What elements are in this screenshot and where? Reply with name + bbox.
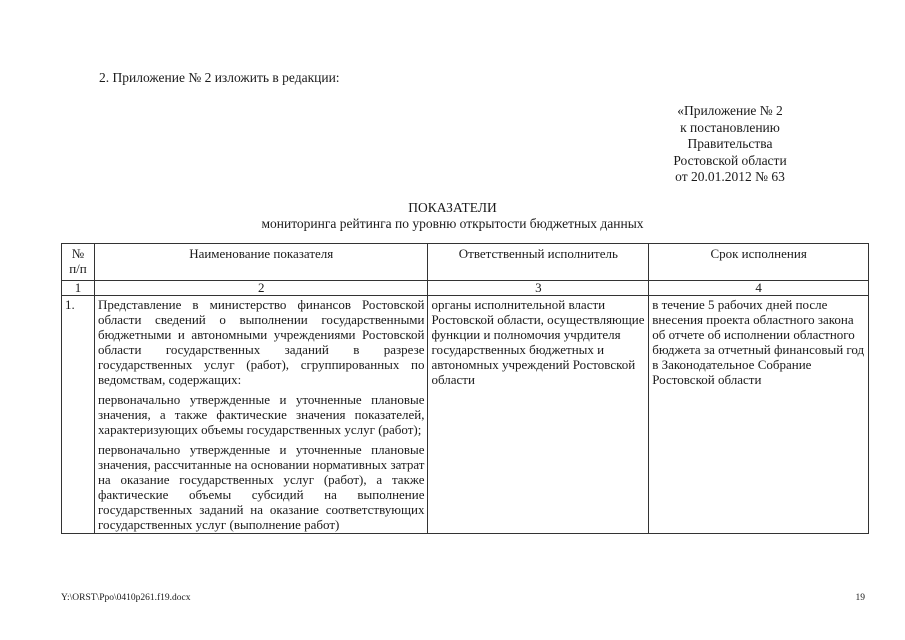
appendix-line: «Приложение № 2	[677, 103, 783, 118]
appendix-line: Правительства	[687, 136, 773, 151]
title-subtitle: мониторинга рейтинга по уровню открытости бюджетных данных	[261, 216, 644, 231]
table-header-row	[62, 244, 869, 281]
column-number: 4	[649, 281, 869, 296]
executor-cell: органы исполнительной власти Ростовской области, осуществляющие функции и полномочия учрдителя государственных бюджетных и автономных учреждений Ростовской области	[428, 296, 649, 534]
column-number-row	[62, 281, 869, 296]
document-title	[0, 200, 905, 232]
header-indicator-name: Наименование показателя	[94, 244, 428, 281]
indicator-paragraph: Представление в министерство финансов Ростовской области сведений о выполнении государственными бюджетными и автономными учреждениями Ростовской области государственных заданий в разрезе государственных услуг (работ), сгруппированных по ведомствам, содержащих:	[97, 297, 425, 387]
indicators-table	[61, 243, 869, 534]
column-number: 2	[94, 281, 428, 296]
indicator-name-cell	[94, 296, 428, 534]
indicator-paragraph: первоначально утвержденные и уточненные плановые значения, а также фактические значения показателей, характеризующих объемы государственных услуг (работ);	[97, 392, 425, 437]
table-row	[62, 296, 869, 534]
indicator-paragraph: первоначально утвержденные и уточненные плановые значения, рассчитанные на основании нормативных затрат на оказание государственных услуг (работ), а также фактические объемы субсидий на выполнение государственных заданий на оказание соответствующих государственных услуг (выполнение работ)	[97, 442, 425, 532]
appendix-line: от 20.01.2012 № 63	[675, 169, 785, 184]
intro-text: 2. Приложение № 2 изложить в редакции:	[99, 70, 340, 85]
appendix-line: к постановлению	[680, 119, 780, 135]
header-deadline: Срок исполнения	[649, 244, 869, 281]
appendix-reference	[645, 103, 815, 186]
title-main: ПОКАЗАТЕЛИ	[408, 200, 497, 215]
column-number: 3	[428, 281, 649, 296]
row-number: 1.	[62, 296, 95, 534]
header-number: № п/п	[62, 244, 95, 281]
deadline-cell: в течение 5 рабочих дней после внесения проекта областного закона об отчете об исполнении областного бюджета за отчетный финансовый год в Законодательное Собрание Ростовской области	[649, 296, 869, 534]
header-executor: Ответственный исполнитель	[428, 244, 649, 281]
page-number: 19	[855, 593, 865, 603]
appendix-line: Ростовской области	[673, 152, 787, 168]
file-path: Y:\ORST\Ppo\0410p261.f19.docx	[61, 593, 191, 603]
column-number: 1	[62, 281, 95, 296]
